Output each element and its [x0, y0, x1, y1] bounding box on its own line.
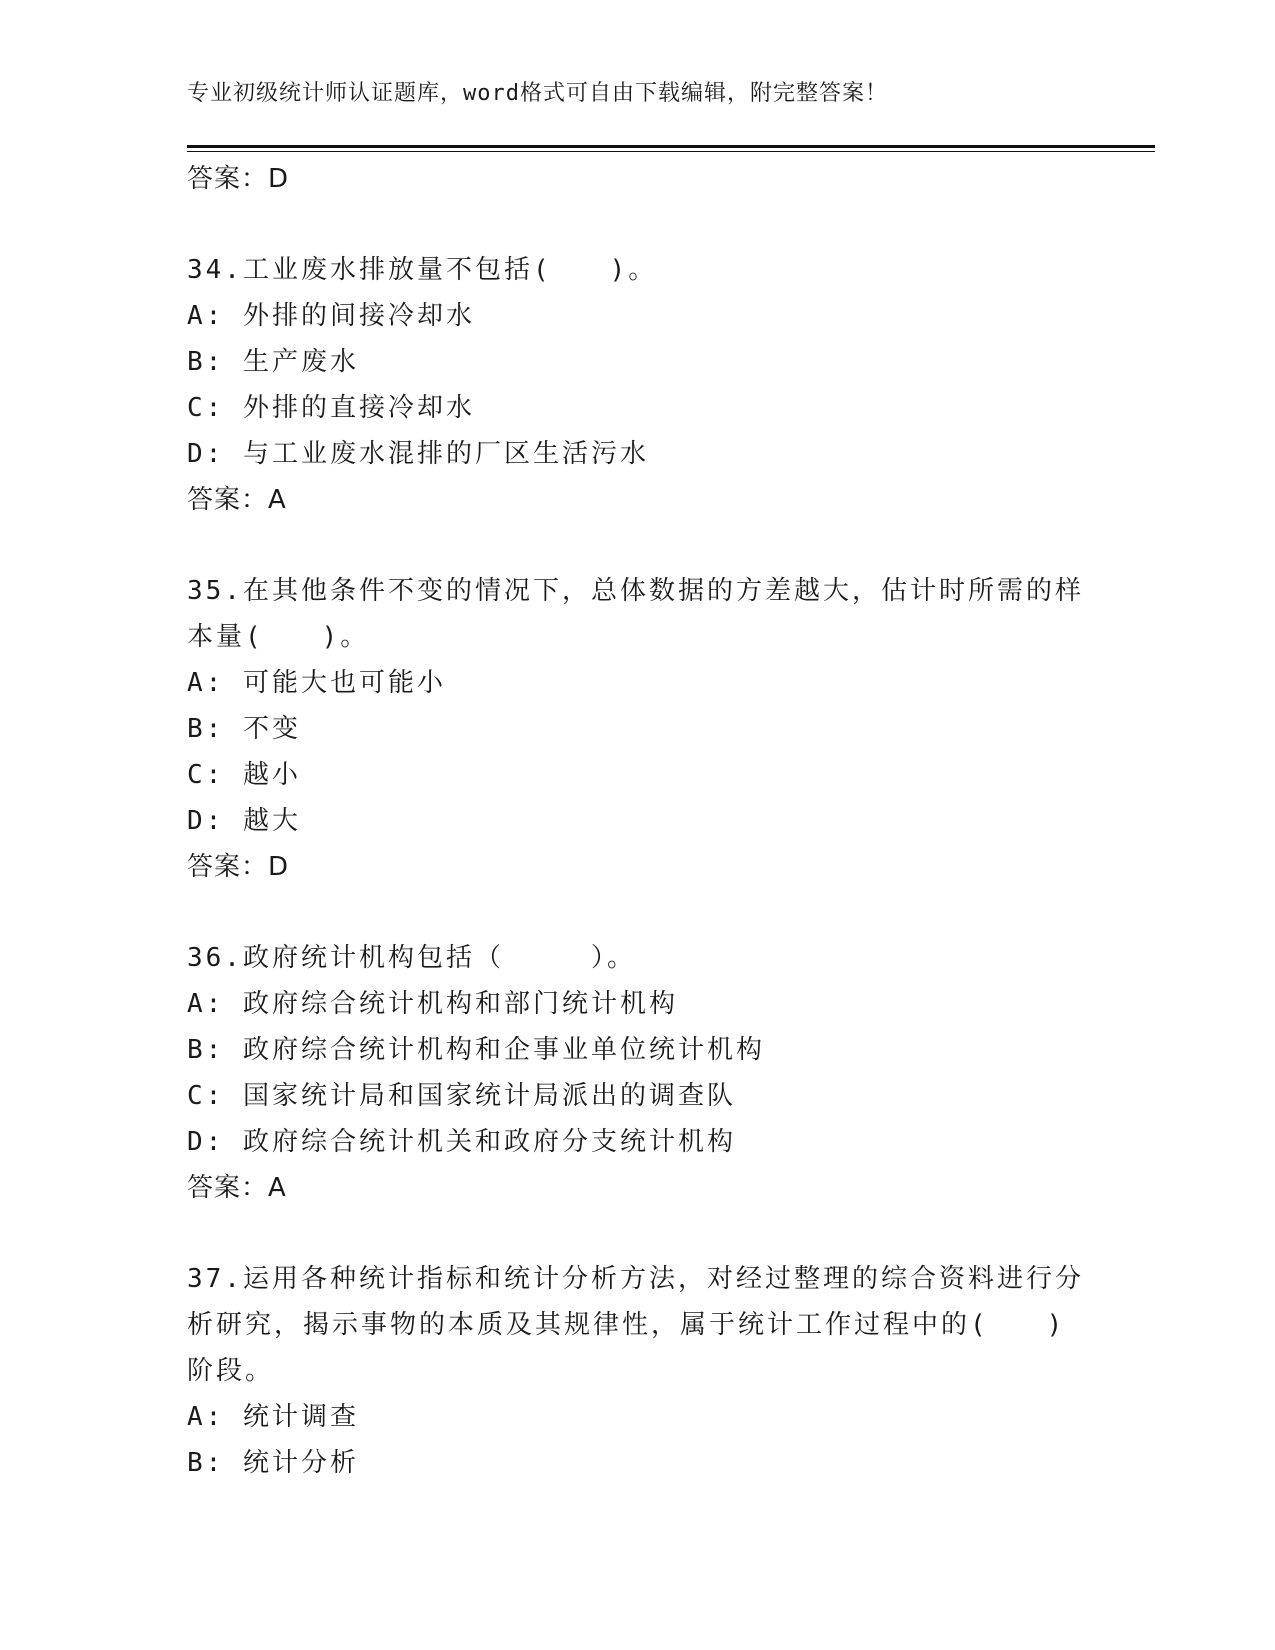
option-b: B: 不变	[187, 714, 301, 744]
question-stem: 36.政府统计机构包括（ ）。	[187, 943, 636, 973]
question-35	[187, 568, 1087, 890]
question-36	[187, 935, 1087, 1211]
option-c: C: 越小	[187, 760, 301, 790]
answer-line: 答案：A	[187, 485, 287, 515]
answer-line: 答案：A	[187, 1173, 287, 1203]
option-c: C: 国家统计局和国家统计局派出的调查队	[187, 1081, 736, 1111]
option-b: B: 政府综合统计机构和企事业单位统计机构	[187, 1035, 765, 1065]
option-c: C: 外排的直接冷却水	[187, 393, 475, 423]
question-34	[187, 247, 1087, 523]
option-a: A: 统计调查	[187, 1402, 359, 1432]
option-a: A: 政府综合统计机构和部门统计机构	[187, 989, 678, 1019]
option-d: D: 与工业废水混排的厂区生活污水	[187, 439, 649, 469]
question-stem-cont: 本量( )。	[187, 622, 370, 652]
question-stem: 37.运用各种统计指标和统计分析方法，对经过整理的综合资料进行分	[187, 1264, 1084, 1294]
option-b: B: 统计分析	[187, 1448, 359, 1478]
answer-line: 答案：D	[187, 164, 290, 194]
question-stem-cont: 阶段。	[187, 1356, 275, 1386]
question-37	[187, 1256, 1087, 1486]
question-list	[187, 156, 1087, 1486]
page-header: 专业初级统计师认证题库，word格式可自由下载编辑，附完整答案！	[187, 81, 888, 106]
question-stem-cont: 析研究，揭示事物的本质及其规律性，属于统计工作过程中的( )	[187, 1310, 1066, 1340]
option-b: B: 生产废水	[187, 347, 359, 377]
option-a: A: 可能大也可能小	[187, 668, 446, 698]
header-rule-thin	[187, 151, 1155, 152]
question-stem: 35.在其他条件不变的情况下，总体数据的方差越大，估计时所需的样	[187, 576, 1084, 606]
option-d: D: 越大	[187, 806, 301, 836]
header-rule-thick	[187, 145, 1155, 148]
question-stem: 34.工业废水排放量不包括( )。	[187, 255, 658, 285]
option-d: D: 政府综合统计机关和政府分支统计机构	[187, 1127, 736, 1157]
option-a: A: 外排的间接冷却水	[187, 301, 475, 331]
answer-line: 答案：D	[187, 852, 290, 882]
